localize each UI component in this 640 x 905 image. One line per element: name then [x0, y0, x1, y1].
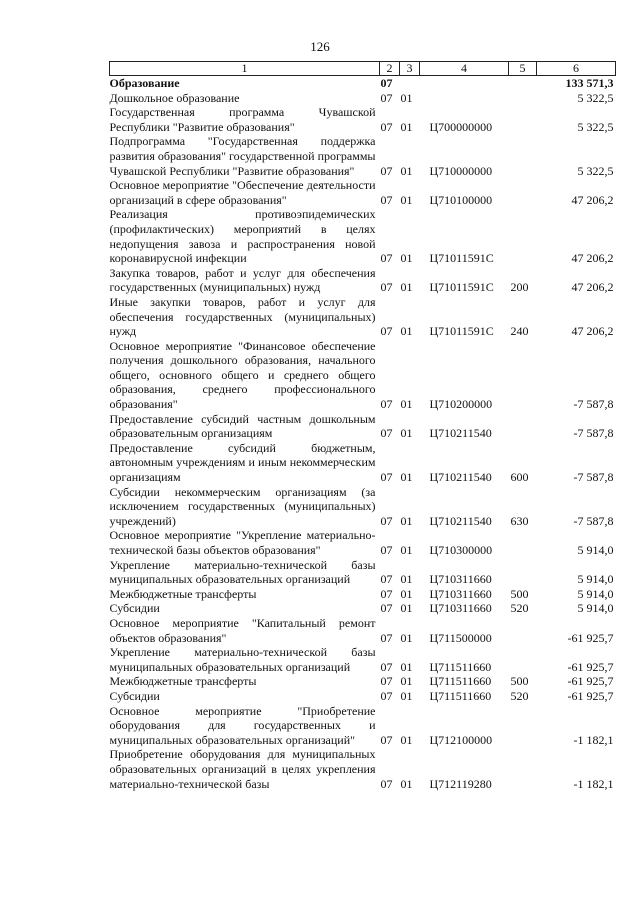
- row-subsection: 01: [400, 586, 413, 601]
- row-section: 07: [380, 192, 393, 207]
- row-target-article: Ц710000000: [429, 163, 493, 178]
- table-row: [110, 558, 616, 587]
- row-amount: 5 322,5: [577, 163, 614, 178]
- row-subsection: 01: [400, 543, 413, 557]
- row-amount: -7 587,8: [573, 513, 614, 528]
- row-name: Субсидии: [109, 688, 160, 703]
- table-row: [110, 76, 616, 91]
- row-target-article: [420, 76, 509, 91]
- row-subsection: 01: [400, 426, 413, 441]
- row-section: 07: [380, 251, 393, 266]
- row-section: 07: [380, 601, 393, 616]
- row-name: Межбюджетные трансферты: [109, 586, 257, 601]
- row-section: 07: [380, 674, 393, 689]
- row-expense-type: [509, 558, 537, 587]
- row-subsection: 01: [400, 601, 413, 616]
- row-expense-type: 500: [510, 586, 529, 601]
- row-name: Основное мероприятие "Обеспечение деятельности организаций в сфере образования": [109, 178, 376, 207]
- row-subsection: 01: [400, 397, 413, 412]
- row-name: Укрепление материально-технической базы муниципальных образовательных организаций: [109, 645, 376, 674]
- row-amount: -1 182,1: [573, 776, 614, 791]
- row-target-article: Ц712100000: [429, 732, 493, 747]
- row-subsection: 01: [400, 732, 413, 747]
- row-section: 07: [380, 688, 393, 703]
- row-amount: -7 587,8: [573, 470, 614, 485]
- row-name: Межбюджетные трансферты: [109, 674, 257, 689]
- row-expense-type: [509, 412, 537, 441]
- row-name: Предоставление субсидий частным дошкольным образовательным организациям: [109, 411, 376, 441]
- row-name: Основное мероприятие "Капитальный ремонт объектов образования": [109, 615, 376, 645]
- row-expense-type: 240: [510, 324, 529, 339]
- row-target-article: Ц710100000: [429, 192, 493, 207]
- row-name: Субсидии: [109, 601, 160, 616]
- table-row: [110, 91, 616, 106]
- row-subsection: 01: [400, 674, 413, 689]
- table-row: [110, 412, 616, 441]
- row-subsection: 01: [400, 630, 413, 645]
- row-expense-type: [509, 91, 537, 106]
- row-expense-type: [509, 704, 537, 748]
- row-subsection: 01: [400, 163, 413, 178]
- row-section: 07: [380, 732, 393, 747]
- table-row: [110, 266, 616, 295]
- row-expense-type: [509, 134, 537, 178]
- row-target-article: Ц711500000: [429, 630, 492, 645]
- row-name: Основное мероприятие "Приобретение оборудования для государственных и муниципальных образовательных организаций": [109, 703, 376, 747]
- row-expense-type: [509, 207, 537, 265]
- header-col-4: 4: [420, 62, 509, 76]
- table-row: [110, 339, 616, 412]
- row-target-article: Ц710211540: [429, 426, 492, 441]
- row-amount: 5 322,5: [577, 90, 614, 105]
- row-target-article: Ц710311660: [429, 572, 492, 587]
- row-expense-type: 600: [510, 470, 529, 485]
- table-row: [110, 645, 616, 674]
- row-target-article: Ц71011591С: [429, 251, 494, 266]
- row-name: Приобретение оборудования для муниципальных образовательных организаций в целях укрепления материально-технической базы: [109, 747, 376, 791]
- row-subsection: 01: [400, 90, 413, 105]
- row-target-article: Ц711511660: [429, 674, 492, 689]
- table-row: [110, 441, 616, 485]
- row-amount: 5 914,0: [577, 586, 614, 601]
- header-col-6: 6: [537, 62, 616, 76]
- table-row: [110, 528, 616, 557]
- row-expense-type: [509, 105, 537, 134]
- row-subsection: 01: [400, 572, 413, 587]
- header-col-1: 1: [110, 62, 380, 76]
- table-body: [110, 76, 616, 792]
- row-amount: -7 587,8: [573, 397, 614, 412]
- header-col-2: 2: [380, 62, 400, 76]
- row-target-article: Ц710200000: [429, 397, 493, 412]
- row-target-article: Ц711511660: [429, 688, 492, 703]
- row-expense-type: 520: [510, 601, 529, 616]
- row-subsection: 01: [400, 324, 413, 339]
- row-target-article: Ц710311660: [429, 586, 492, 601]
- row-amount: 47 206,2: [571, 280, 614, 295]
- row-section: 07: [380, 776, 393, 791]
- row-name: Закупка товаров, работ и услуг для обеспечения государственных (муниципальных) нужд: [109, 265, 376, 295]
- row-name: Дошкольное образование: [109, 90, 240, 105]
- row-amount: 5 914,0: [577, 572, 614, 587]
- row-section: 07: [380, 543, 393, 557]
- table-row: [110, 587, 616, 602]
- row-subsection: 01: [400, 470, 413, 485]
- row-expense-type: 630: [510, 513, 529, 528]
- row-section: 07: [380, 630, 393, 645]
- row-section: 07: [380, 163, 393, 178]
- table-row: [110, 689, 616, 704]
- row-section: 07: [380, 324, 393, 339]
- row-expense-type: 500: [510, 674, 529, 689]
- row-subsection: 01: [400, 251, 413, 266]
- row-target-article: Ц710211540: [429, 513, 492, 528]
- row-amount: -7 587,8: [573, 426, 614, 441]
- row-subsection: 01: [400, 192, 413, 207]
- row-name: Основное мероприятие "Финансовое обеспечение получения дошкольного образования, начального общего, основного общего и среднего общего образования, среднего профессионального образования": [109, 338, 376, 412]
- row-section: 07: [380, 119, 393, 134]
- header-col-5: 5: [509, 62, 537, 76]
- row-section: 07: [380, 513, 393, 528]
- row-name: Основное мероприятие "Укрепление материально-технической базы объектов образования": [109, 528, 376, 557]
- row-name: Подпрограмма "Государственная поддержка развития образования" государственной программы Чувашской Республики "Развитие образования": [109, 134, 376, 178]
- row-expense-type: [509, 528, 537, 557]
- row-target-article: Ц712119280: [429, 776, 492, 791]
- table-row: [110, 674, 616, 689]
- row-subsection: [400, 76, 420, 91]
- row-subsection: 01: [400, 659, 413, 674]
- row-amount: -61 925,7: [567, 674, 614, 689]
- row-section: 07: [380, 659, 393, 674]
- row-subsection: 01: [400, 280, 413, 295]
- row-amount: 5 914,0: [577, 543, 614, 557]
- row-name: Реализация противоэпидемических (профилактических) мероприятий в целях недопущения завоза и распространения новой коронавирусной инфекции: [109, 207, 376, 266]
- row-amount: -61 925,7: [567, 630, 614, 645]
- row-subsection: 01: [400, 776, 413, 791]
- table-row: [110, 134, 616, 178]
- row-target-article: Ц710311660: [429, 601, 492, 616]
- budget-table: [109, 61, 616, 791]
- row-amount: 5 914,0: [577, 601, 614, 616]
- row-expense-type: [509, 616, 537, 645]
- table-row: [110, 485, 616, 529]
- table-row: [110, 207, 616, 265]
- row-name: Субсидии некоммерческим организациям (за исключением государственных (муниципальных) учреждений): [109, 484, 376, 528]
- row-amount: 47 206,2: [571, 324, 614, 339]
- row-target-article: Ц710211540: [429, 470, 492, 485]
- row-section: 07: [380, 426, 393, 441]
- row-target-article: Ц711511660: [429, 659, 492, 674]
- row-section: 07: [380, 90, 393, 105]
- row-amount: 47 206,2: [571, 251, 614, 266]
- row-name: Иные закупки товаров, работ и услуг для обеспечения государственных (муниципальных) нужд: [109, 294, 376, 339]
- row-target-article: [420, 91, 509, 106]
- table-row: [110, 601, 616, 616]
- row-expense-type: [509, 645, 537, 674]
- table-header-row: [110, 62, 616, 76]
- header-col-3: 3: [400, 62, 420, 76]
- row-amount: -61 925,7: [567, 688, 614, 703]
- row-expense-type: 520: [510, 688, 529, 703]
- row-target-article: Ц71011591С: [429, 324, 494, 339]
- row-name: Укрепление материально-технической базы муниципальных образовательных организаций: [109, 557, 376, 587]
- row-amount: 47 206,2: [571, 192, 614, 207]
- row-amount: 5 322,5: [577, 119, 614, 134]
- row-expense-type: 200: [510, 280, 529, 295]
- table-row: [110, 295, 616, 339]
- table-row: [110, 105, 616, 134]
- row-section: 07: [380, 397, 393, 412]
- row-amount: -61 925,7: [567, 659, 614, 674]
- table-row: [110, 704, 616, 748]
- row-subsection: 01: [400, 688, 413, 703]
- row-subsection: 01: [400, 119, 413, 134]
- table-row: [110, 616, 616, 645]
- row-expense-type: [509, 76, 537, 91]
- page-number: 126: [310, 39, 330, 54]
- row-target-article: Ц710300000: [429, 543, 493, 557]
- row-expense-type: [509, 178, 537, 207]
- table-row: [110, 747, 616, 791]
- row-section: 07: [380, 76, 393, 90]
- row-section: 07: [380, 586, 393, 601]
- row-target-article: Ц71011591С: [429, 280, 494, 295]
- row-section: 07: [380, 572, 393, 587]
- row-expense-type: [509, 747, 537, 791]
- row-expense-type: [509, 339, 537, 412]
- row-name: Государственная программа Чувашской Республики "Развитие образования": [109, 105, 376, 134]
- row-name: Образование: [109, 76, 180, 90]
- table-row: [110, 178, 616, 207]
- row-amount: -1 182,1: [573, 732, 614, 747]
- row-section: 07: [380, 470, 393, 485]
- row-target-article: Ц700000000: [429, 119, 493, 134]
- row-section: 07: [380, 280, 393, 295]
- row-name: Предоставление субсидий бюджетным, автономным учреждениям и иным некоммерческим организациям: [109, 440, 376, 485]
- row-subsection: 01: [400, 513, 413, 528]
- row-amount: 133 571,3: [565, 76, 614, 90]
